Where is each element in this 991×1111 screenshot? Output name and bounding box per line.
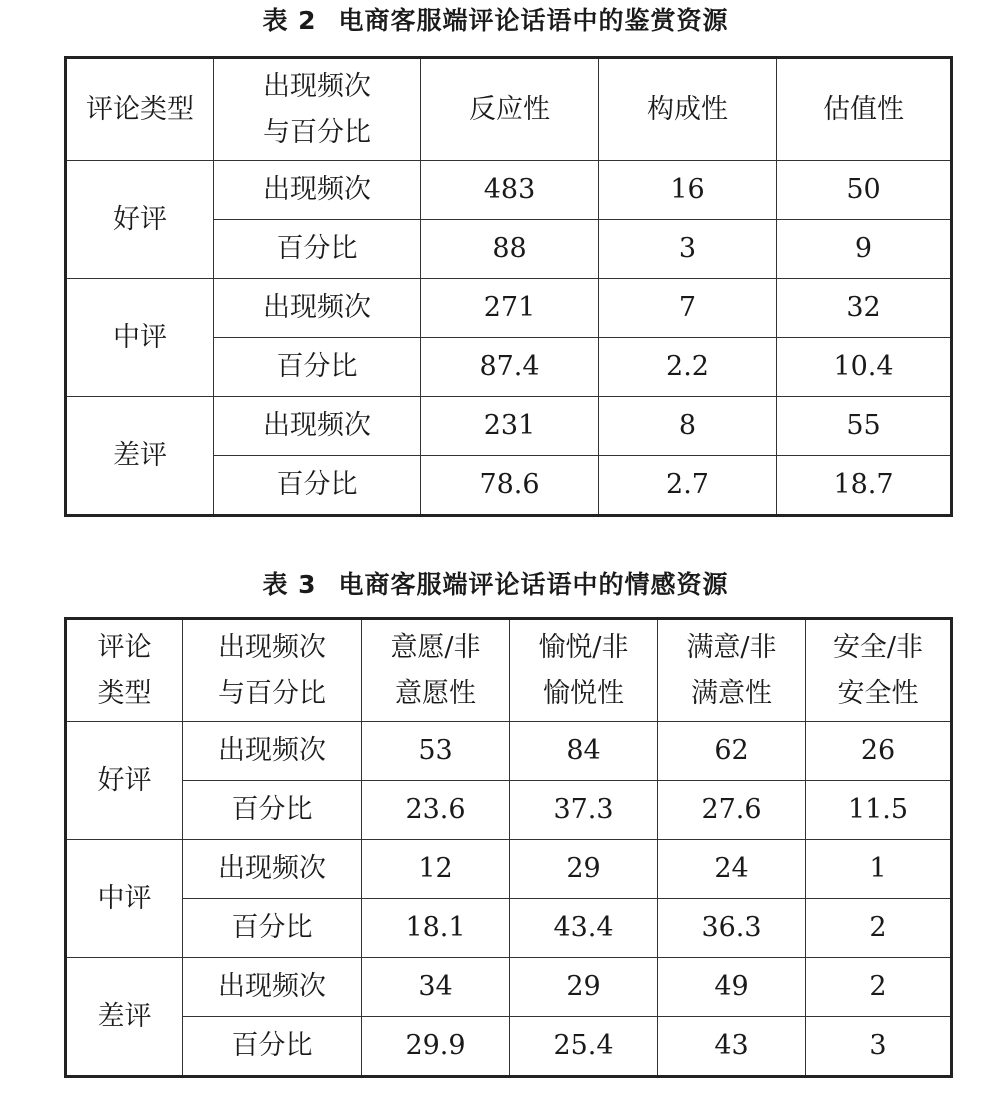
table3-header-measure-line2: 与百分比: [218, 677, 326, 709]
table2-value-cell: 8: [599, 397, 777, 456]
table2-value-cell: 50: [777, 161, 952, 220]
table2-measure-cell: 出现频次: [214, 279, 421, 338]
table3-value-cell: 18.1: [362, 899, 510, 958]
table2-value-cell: 10.4: [777, 338, 952, 397]
table2-measure-cell: 百分比: [214, 220, 421, 279]
table3-caption-number: 表 3: [262, 570, 317, 599]
table3-value-cell: 2: [806, 899, 952, 958]
table3-measure-cell: 百分比: [183, 1017, 362, 1077]
table2-value-cell: 3: [599, 220, 777, 279]
table3-header-col2-line1: 愉悦/非: [538, 631, 629, 663]
table3-value-cell: 1: [806, 840, 952, 899]
table3-value-cell: 84: [510, 722, 658, 781]
table3-value-cell: 3: [806, 1017, 952, 1077]
table3-header-row: [66, 619, 952, 722]
table3-header-col3: [658, 619, 806, 722]
table3-value-cell: 43: [658, 1017, 806, 1077]
table3-group-label: 好评: [66, 722, 183, 840]
table3-value-cell: 23.6: [362, 781, 510, 840]
table3-header-col3-line1: 满意/非: [686, 631, 777, 663]
table3-value-cell: 11.5: [806, 781, 952, 840]
table2-header-row: [66, 58, 952, 161]
table2-measure-cell: 出现频次: [214, 161, 421, 220]
table3-value-cell: 29: [510, 958, 658, 1017]
table3-group-label: 中评: [66, 840, 183, 958]
table3-value-cell: 27.6: [658, 781, 806, 840]
table2-value-cell: 16: [599, 161, 777, 220]
table2-caption-number: 表 2: [262, 6, 317, 35]
table-row: [66, 781, 952, 840]
table2-value-cell: 2.7: [599, 456, 777, 516]
table2-value-cell: 32: [777, 279, 952, 338]
table2-group-label: 好评: [66, 161, 214, 279]
table3-value-cell: 62: [658, 722, 806, 781]
table2-value-cell: 18.7: [777, 456, 952, 516]
table2-value-cell: 78.6: [421, 456, 599, 516]
table2-header-measure-line1: 出现频次: [263, 70, 371, 102]
table3-header-type: [66, 619, 183, 722]
table2-value-cell: 55: [777, 397, 952, 456]
table2-header-measure-line2: 与百分比: [263, 116, 371, 148]
table3-value-cell: 36.3: [658, 899, 806, 958]
table2-caption-title: 电商客服端评论话语中的鉴赏资源: [338, 6, 729, 35]
table3-caption-title: 电商客服端评论话语中的情感资源: [338, 570, 729, 599]
table2-measure-cell: 百分比: [214, 456, 421, 516]
table3-measure-cell: 出现频次: [183, 840, 362, 899]
table2-caption: [0, 6, 991, 36]
table3-header-col2: [510, 619, 658, 722]
table3-measure-cell: 百分比: [183, 781, 362, 840]
table2-header-col1: 反应性: [421, 58, 599, 161]
table3-value-cell: 29: [510, 840, 658, 899]
table2-header-col2: 构成性: [599, 58, 777, 161]
table3-measure-cell: 百分比: [183, 899, 362, 958]
table3-value-cell: 26: [806, 722, 952, 781]
table2-measure-cell: 百分比: [214, 338, 421, 397]
table3-header-col1-line2: 意愿性: [395, 677, 476, 709]
table-row: [66, 958, 952, 1017]
table3-header-col4-line2: 安全性: [837, 677, 919, 709]
table3-header-type-line2: 类型: [97, 677, 152, 709]
table3-measure-cell: 出现频次: [183, 722, 362, 781]
table3-value-cell: 12: [362, 840, 510, 899]
table2-value-cell: 271: [421, 279, 599, 338]
table3: [64, 617, 953, 1078]
table2-header-measure: [214, 58, 421, 161]
table3-value-cell: 25.4: [510, 1017, 658, 1077]
table3-header-measure-line1: 出现频次: [218, 631, 326, 663]
table3-value-cell: 29.9: [362, 1017, 510, 1077]
table-row: [66, 1017, 952, 1077]
table-row: [66, 722, 952, 781]
table3-header-col1-line1: 意愿/非: [390, 631, 481, 663]
table2: [64, 56, 953, 517]
table3-value-cell: 24: [658, 840, 806, 899]
table2-group-label: 中评: [66, 279, 214, 397]
table3-header-col1: [362, 619, 510, 722]
table2-header-type: 评论类型: [66, 58, 214, 161]
table3-value-cell: 2: [806, 958, 952, 1017]
table2-header-col3: 估值性: [777, 58, 952, 161]
table3-header-col2-line2: 愉悦性: [543, 677, 624, 709]
table3-group-label: 差评: [66, 958, 183, 1077]
table3-caption: [0, 570, 991, 600]
table-row: [66, 161, 952, 220]
table3-measure-cell: 出现频次: [183, 958, 362, 1017]
table3-header-measure: [183, 619, 362, 722]
table3-header-col3-line2: 满意性: [691, 677, 772, 709]
table3-value-cell: 49: [658, 958, 806, 1017]
table-row: [66, 899, 952, 958]
table2-value-cell: 2.2: [599, 338, 777, 397]
table2-value-cell: 87.4: [421, 338, 599, 397]
table-row: [66, 840, 952, 899]
table-row: [66, 397, 952, 456]
table2-value-cell: 231: [421, 397, 599, 456]
table2-value-cell: 7: [599, 279, 777, 338]
table3-value-cell: 34: [362, 958, 510, 1017]
table3-value-cell: 53: [362, 722, 510, 781]
table3-value-cell: 37.3: [510, 781, 658, 840]
table3-header-type-line1: 评论: [97, 631, 152, 663]
table2-measure-cell: 出现频次: [214, 397, 421, 456]
table2-value-cell: 88: [421, 220, 599, 279]
table2-value-cell: 483: [421, 161, 599, 220]
table-row: [66, 279, 952, 338]
table3-header-col4-line1: 安全/非: [832, 631, 924, 663]
table3-value-cell: 43.4: [510, 899, 658, 958]
table2-value-cell: 9: [777, 220, 952, 279]
table2-group-label: 差评: [66, 397, 214, 516]
table3-header-col4: [806, 619, 952, 722]
